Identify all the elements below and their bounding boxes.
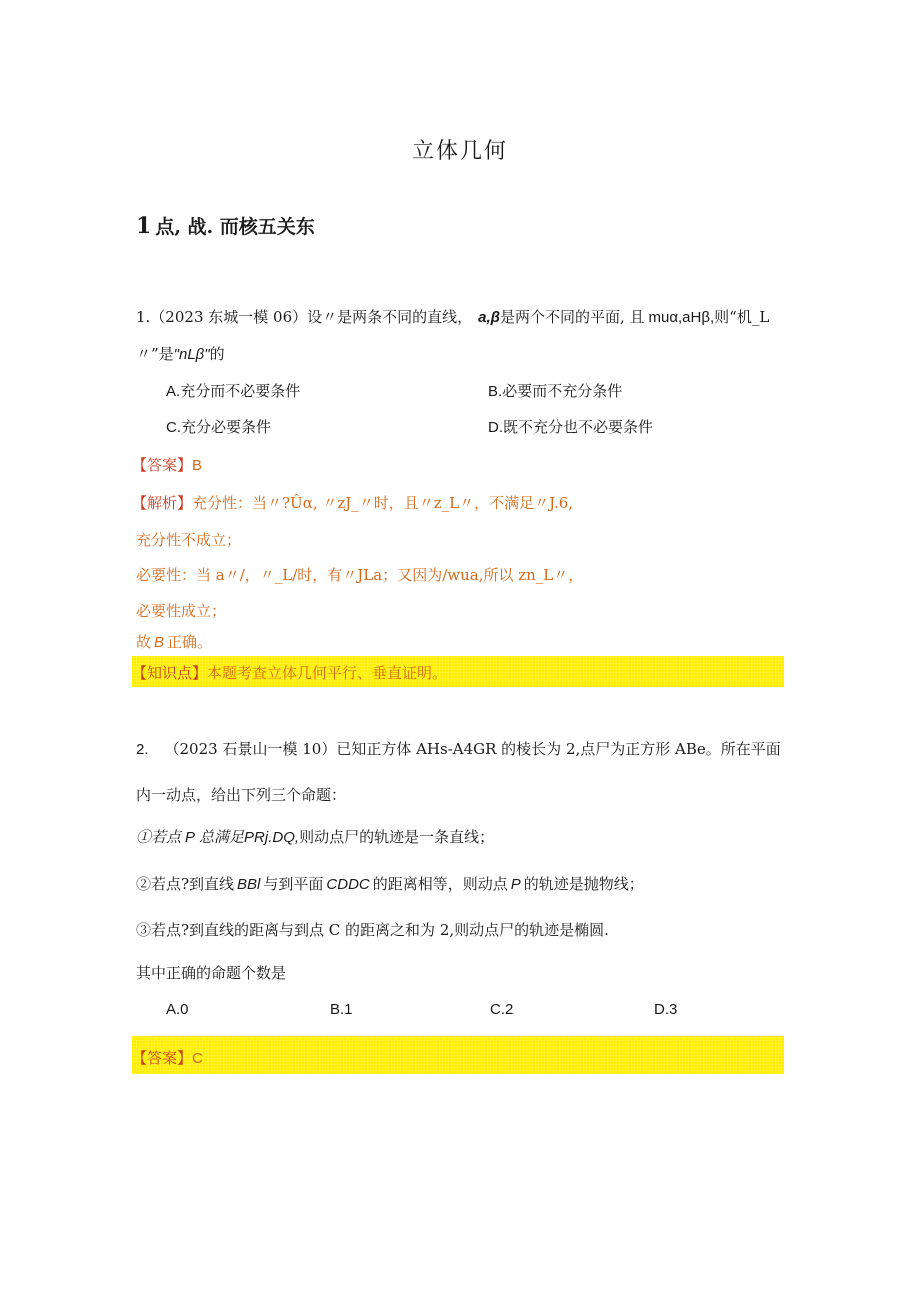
- knowledge-text: 本题考查立体几何平行、垂直证明。: [207, 664, 448, 682]
- conclusion-text: 正确。: [167, 633, 213, 651]
- q1-stem-part: 〃”是: [136, 345, 174, 363]
- option-label: A.: [166, 383, 181, 400]
- q1-option-a: [166, 380, 300, 401]
- option-text: 充分必要条件: [181, 418, 272, 436]
- q1-condition: muα,aHβ,: [648, 309, 715, 326]
- option-label: B.: [488, 383, 503, 400]
- q2-stem-line2: 内一动点，给出下列三个命题：: [136, 786, 347, 804]
- q1-analysis-line2: 充分性不成立；: [136, 531, 242, 549]
- q1-stem-part: 的: [209, 345, 225, 363]
- q2-proposition-2: [136, 873, 644, 894]
- q2-proposition-1: [136, 826, 494, 847]
- q1-analysis-line3: 必要性：当 a〃/，〃_L/时，有〃JLa；又因为∕wua,所以 zn_L〃，: [136, 566, 584, 584]
- prop-symbol: PRj.DQ,: [244, 829, 300, 846]
- page-title: 立体几何: [411, 139, 508, 164]
- q2-proposition-3: ③若点?到直线的距离与到点 C 的距离之和为 2,则动点尸的轨迹是椭圆.: [136, 921, 609, 939]
- q2-option-a: A.0: [166, 1001, 189, 1018]
- analysis-tag: 【解析】: [132, 494, 193, 512]
- prop-symbol: P: [185, 829, 196, 846]
- prop-symbol: CDDC: [326, 876, 370, 893]
- option-text: 既不充分也不必要条件: [503, 418, 654, 436]
- q2-option-b: B.1: [330, 1001, 353, 1018]
- prop-text: ①若点: [136, 828, 182, 846]
- prop-symbol: BBl: [237, 876, 261, 893]
- section-number: 1: [136, 213, 152, 239]
- q1-stem-part: 则“机_L: [714, 308, 770, 326]
- q1-stem-part: 1.（2023 东城一模 06）设〃是两条不同的直线，: [136, 308, 473, 326]
- q1-stem-line1: [136, 306, 769, 327]
- prop-text: 总满足: [199, 828, 245, 846]
- prop-symbol: P: [510, 876, 521, 893]
- answer-value: B: [192, 457, 203, 474]
- q2-number: 2.: [136, 741, 149, 758]
- q1-stem-line2: [136, 343, 225, 364]
- q2-stem-line1: [136, 738, 781, 759]
- answer-tag: 【答案】: [132, 456, 193, 474]
- conclusion-text: 故: [136, 633, 152, 651]
- q1-option-b: [488, 380, 622, 401]
- q2-option-d: D.3: [654, 1001, 678, 1018]
- section-label: 点, 战. 而核五关东: [155, 216, 315, 238]
- q1-option-c: [166, 416, 271, 437]
- prop-text: 则动点尸的轨迹是一条直线；: [299, 828, 495, 846]
- knowledge-tag: 【知识点】: [132, 664, 208, 682]
- analysis-text: 充分性：当〃?Ûα, 〃zJ_〃时，且〃z_L〃，不满足〃J.6,: [192, 494, 574, 512]
- q1-knowledge: [132, 662, 447, 683]
- prop-text: 的距离相等，则动点: [372, 875, 508, 893]
- answer-tag: 【答案】: [132, 1049, 193, 1067]
- q2-answer: [132, 1047, 203, 1068]
- q1-conclusion: [136, 631, 212, 652]
- option-label: C.: [166, 419, 181, 436]
- q1-option-d: [488, 416, 653, 437]
- prop-text: ②若点?到直线: [136, 875, 235, 893]
- option-text: 必要而不充分条件: [502, 382, 623, 400]
- q1-stem-part: 是两个不同的平面, 且: [499, 308, 645, 326]
- section-heading: [136, 212, 315, 239]
- q1-analysis-line4: 必要性成立；: [136, 602, 227, 620]
- q1-planes: a,β: [478, 309, 500, 326]
- q1-answer: [132, 454, 202, 475]
- prop-text: 的轨迹是抛物线；: [523, 875, 644, 893]
- prop-text: 与到平面: [263, 875, 324, 893]
- q2-option-c: C.2: [490, 1001, 514, 1018]
- q1-analysis-line1: [132, 492, 573, 513]
- option-label: D.: [488, 419, 503, 436]
- q2-answer-highlight: [132, 1036, 784, 1074]
- conclusion-option: B: [154, 634, 165, 651]
- q2-count-question: 其中正确的命题个数是: [136, 964, 287, 982]
- answer-value: C: [192, 1050, 203, 1067]
- q1-condition2: "nLβ": [173, 346, 210, 363]
- option-text: 充分而不必要条件: [180, 382, 301, 400]
- q2-stem-text: （2023 石景山一模 10）已知正方体 AHs-A4GR 的棱长为 2,点尸为正方形 ABe。所在平面: [164, 740, 781, 758]
